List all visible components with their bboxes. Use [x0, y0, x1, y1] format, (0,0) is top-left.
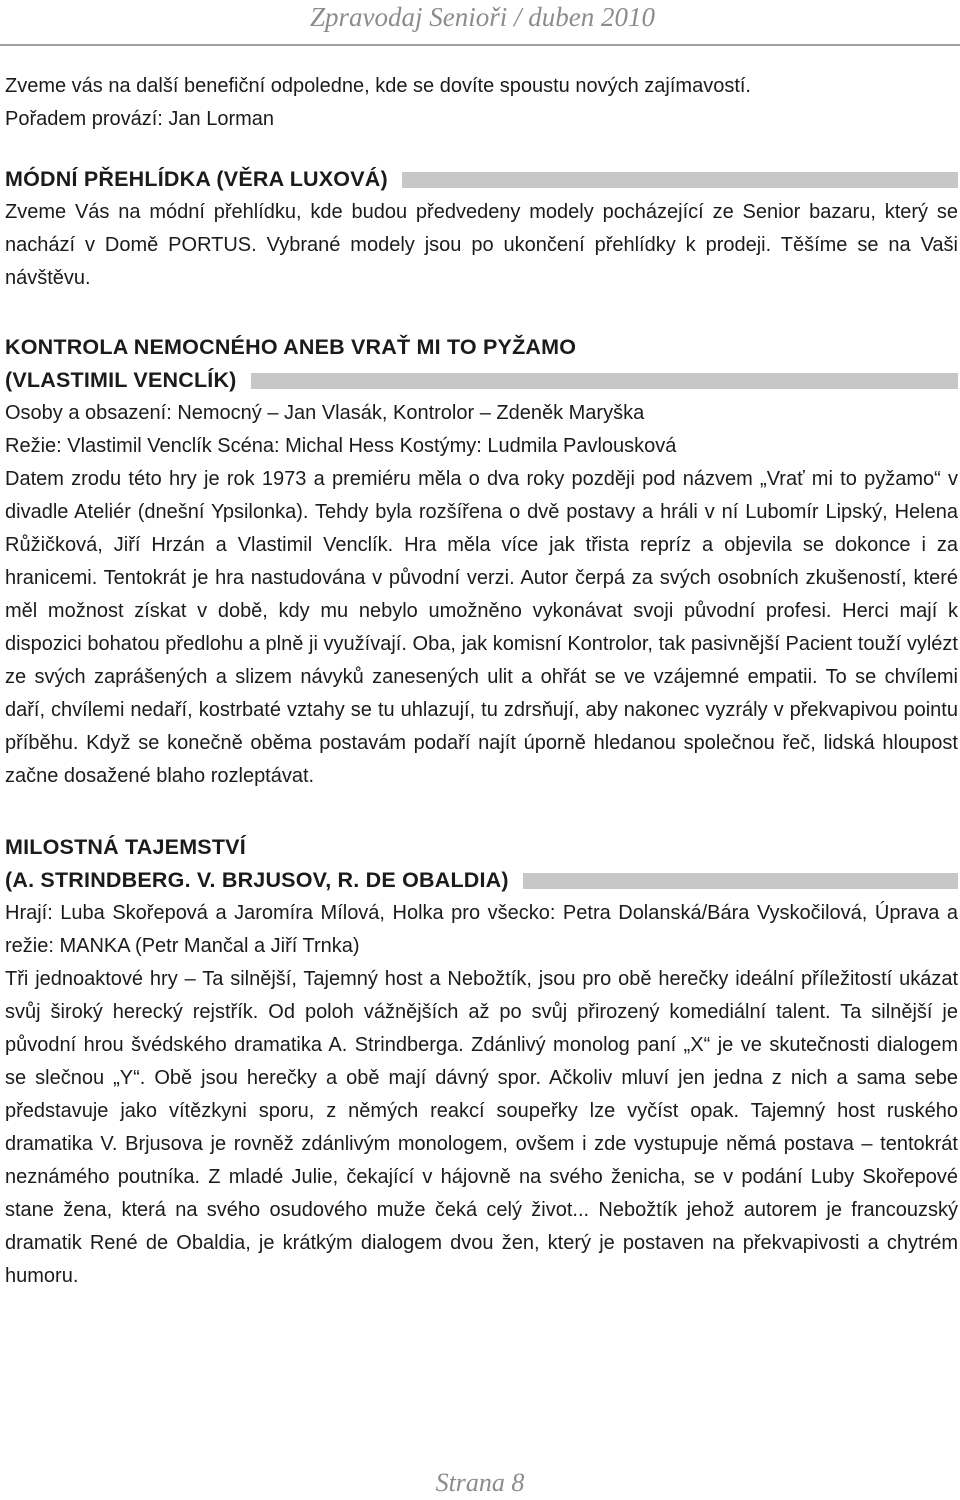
- cast-line: Osoby a obsazení: Nemocný – Jan Vlasák, Kontrolor – Zdeněk Maryška: [5, 402, 645, 424]
- page-header: [0, 0, 960, 44]
- publication-title: Zpravodaj Senioři / duben 2010: [310, 2, 655, 32]
- heading-bar: [402, 172, 958, 188]
- heading-bar: [523, 873, 958, 889]
- section-heading-text: (A. STRINDBERG. V. BRJUSOV, R. DE OBALDIA): [5, 868, 509, 892]
- intro-line-1: Zveme vás na další benefiční odpoledne, kde se dovíte spoustu nových zajímavostí.: [5, 75, 751, 97]
- article-content: [5, 70, 958, 1293]
- crew-line: Režie: Vlastimil Venclík Scéna: Michal Hess Kostýmy: Ludmila Pavlousková: [5, 435, 677, 457]
- section-body: Zveme Vás na módní přehlídku, kde budou předvedeny modely pocházející ze Senior bazaru, který se nachází v Domě PORTUS. Vybrané modely jsou po ukončení přehlídky k prodeji. Těšíme se na Vaši návštěvu.: [5, 201, 958, 289]
- section-body: Datem zrodu této hry je rok 1973 a premiéru měla o dva roky později pod názvem „Vrať mi to pyžamo“ v divadle Ateliér (dnešní Ypsilonka). Tehdy byla rozšířena o dvě postavy a hráli v ní Lubomír Lipský, Helena Růžičková, Jiří Hrzán a Vlastimil Venclík. Hra měla více jak třista repríz a objevila se dokonce i za hranicemi. Tentokrát je hra nastudována v původní verzi. Autor čerpá za svých osobních zkušeností, které měl možnost získat v době, kdy mu nebylo umožněno vykonávat svoji původní profesi. Herci mají k dispozici bohatou předlohu a plně ji využívají. Oba, jak komisní Kontrolor, tak pasivnější Pacient touží vylézt ze svých zaprášených a slizem návyků zanesených ulit a ohřát se ve vzájemné empatii. To se chvílemi daří, chvílemi nedaří, kostrbaté vztahy se tu uhlazují, tu zdrsňují, aby nakonec vyzrály v překvapivou pointu příběhu. Když se konečně oběma postavám podaří najít úporně hledanou společnou řeč, lidská hloupost začne dosažené blaho rozleptávat.: [5, 468, 958, 787]
- cast-line: Hrají: Luba Skořepová a Jaromíra Mílová, Holka pro všecko: Petra Dolanská/Bára Vyskočilová, Úprava a režie: MANKA (Petr Mančal a Jiří Trnka): [5, 902, 958, 957]
- section-kontrola-nemocneho: [5, 331, 958, 793]
- section-milostna-tajemstvi: [5, 831, 958, 1293]
- intro-line-2: Pořadem provází: Jan Lorman: [5, 108, 275, 130]
- section-heading-line1: MILOSTNÁ TAJEMSTVÍ: [5, 835, 246, 859]
- header-divider: [0, 44, 960, 46]
- page-number: Strana 8: [435, 1468, 525, 1497]
- section-body: Tři jednoaktové hry – Ta silnější, Tajemný host a Nebožtík, jsou pro obě herečky ideální příležitostí ukázat svůj široký herecký rejstřík. Od poloh vážnějších až po svůj přirozený komediální talent. Ta silnější je původní hrou švédského dramatika A. Strindberga. Zdánlivý monolog paní „X“ je ve skutečnosti dialogem se slečnou „Y“. Obě jsou herečky a obě mají dávný spor. Ačkoliv mluví jen jedna z nich a sama sebe představuje jako vítězkyni sporu, z němých reakcí soupeřky lze vyčíst opak. Tajemný host ruského dramatika V. Brjusova je rovněž zdánlivým monologem, ovšem i zde vystupuje němá postava – tentokrát neznámého poutníka. Z mladé Julie, čekající v hájovně na svého ženicha, se v podání Luby Skořepové stane žena, která na svého osudového muže čeká celý život... Nebožtík jehož autorem je francouzský dramatik René de Obaldia, je krátkým dialogem dvou žen, který je postaven na překvapivosti a chytrém humoru.: [5, 968, 958, 1287]
- section-heading-text: (VLASTIMIL VENCLÍK): [5, 368, 237, 392]
- section-heading: [5, 364, 958, 397]
- section-heading-text: MÓDNÍ PŘEHLÍDKA (VĚRA LUXOVÁ): [5, 167, 388, 191]
- section-fashion-show: [5, 163, 958, 295]
- section-heading-line1: KONTROLA NEMOCNÉHO ANEB VRAŤ MI TO PYŽAMO: [5, 335, 577, 359]
- section-heading: [5, 163, 958, 196]
- section-heading: [5, 864, 958, 897]
- heading-bar: [251, 373, 958, 389]
